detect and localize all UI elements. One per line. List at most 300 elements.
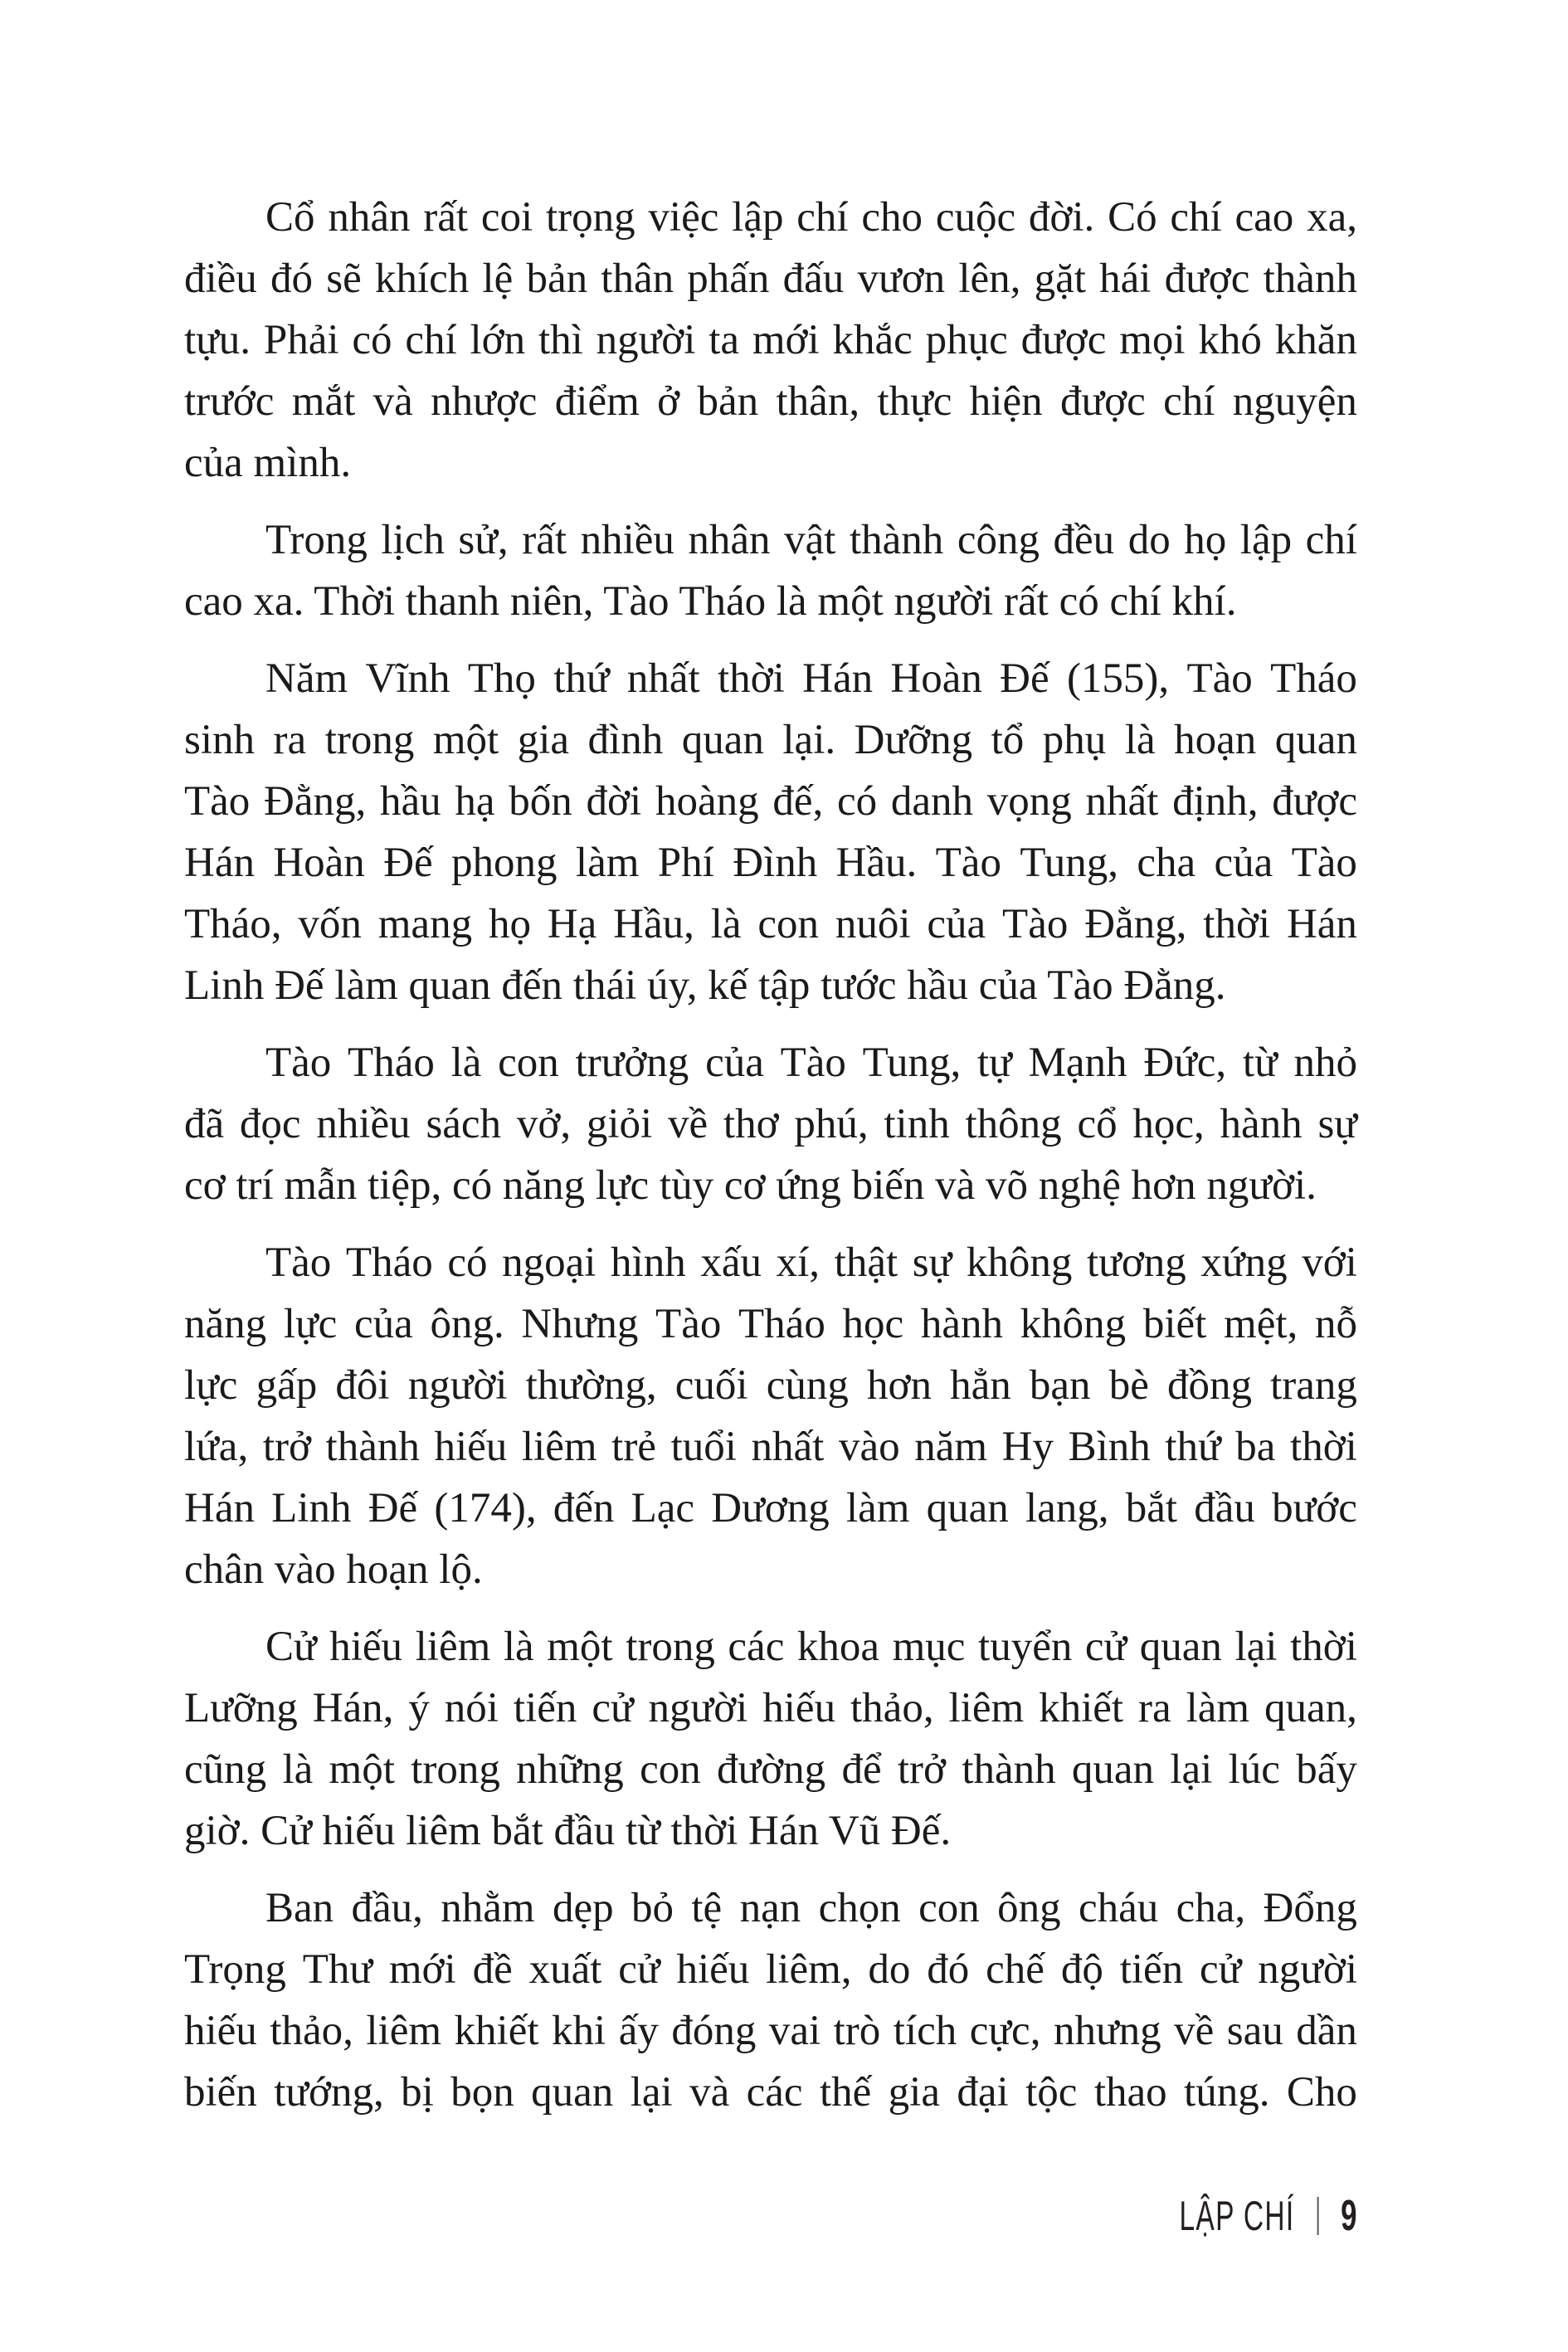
word: đóng — [671, 2008, 757, 2054]
word: làm — [575, 840, 640, 886]
word: khi — [552, 2008, 606, 2054]
word: lập — [1239, 517, 1293, 563]
word: ông. — [430, 1301, 504, 1347]
word: Hán — [802, 655, 874, 702]
word: độ — [1060, 1946, 1103, 1993]
word: lứa, — [184, 1424, 249, 1470]
word: Tháo — [1270, 655, 1357, 702]
word: ta — [709, 317, 740, 363]
word: Phí — [657, 840, 714, 886]
word: hành — [920, 1301, 1003, 1347]
word: vật — [784, 517, 836, 563]
text-line — [184, 2062, 1357, 2123]
word: coi — [480, 194, 533, 241]
word: Hạ — [547, 901, 597, 947]
word: sẽ — [326, 256, 362, 302]
word: Đổng — [1263, 1885, 1357, 1931]
word: tệ — [691, 1885, 723, 1931]
word: nhằm — [441, 1885, 535, 1931]
word: về — [1174, 2008, 1215, 2054]
word: cho — [861, 194, 923, 241]
word: phong — [451, 840, 558, 886]
word: Dương — [711, 1485, 830, 1531]
word: gặt — [1034, 256, 1086, 302]
word: xấu — [700, 1239, 762, 1286]
word: tích — [893, 2008, 957, 2054]
word: thứ — [553, 655, 610, 702]
body-text — [184, 187, 1357, 2139]
word: thân, — [776, 378, 860, 425]
text-line — [184, 1093, 1357, 1155]
word: thường, — [525, 1362, 657, 1409]
word: quan — [926, 1485, 1009, 1531]
word: đó — [270, 256, 314, 302]
footer-divider-bar — [1317, 2197, 1319, 2235]
word: thao — [1093, 2069, 1167, 2116]
word: nhân — [328, 194, 411, 241]
text-line: cơ trí mẫn tiệp, có năng lực tùy cơ ứng biến và võ nghệ hơn người. — [184, 1162, 1317, 1209]
word: cử — [592, 1685, 634, 1731]
word: cuộc — [935, 194, 1016, 241]
word: thơ — [723, 1101, 779, 1147]
word: khó — [1198, 317, 1262, 363]
word: cử — [1200, 1946, 1242, 1993]
word: sử, — [458, 517, 509, 563]
word: các — [746, 2069, 803, 2116]
word: ông — [997, 1885, 1061, 1931]
word: hơn — [867, 1362, 932, 1409]
word: bạn — [1029, 1362, 1091, 1409]
word: do — [868, 1946, 911, 1993]
word: trước — [184, 378, 275, 425]
word: nhất — [1085, 778, 1159, 825]
paragraph — [184, 1616, 1357, 1862]
word: bước — [1272, 1485, 1357, 1531]
word: sách — [426, 1101, 502, 1147]
word: trò — [833, 2008, 881, 2054]
word: tiến — [513, 1685, 577, 1731]
word: được — [1020, 317, 1107, 363]
word: năm — [914, 1424, 987, 1470]
word: người — [596, 317, 696, 363]
word: giỏi — [586, 1101, 653, 1147]
word: không — [1020, 1301, 1127, 1347]
word: trẻ — [611, 1424, 656, 1470]
word: đầu — [1194, 1485, 1255, 1531]
text-line — [184, 371, 1357, 432]
word: vọng — [986, 778, 1072, 825]
text-line — [184, 648, 1357, 709]
word: khích — [374, 256, 470, 302]
word: liêm — [948, 1685, 1025, 1731]
word: gia — [888, 2069, 940, 2116]
word: (155), — [1066, 655, 1170, 702]
word: cử — [1084, 1624, 1127, 1670]
word: trong — [626, 1624, 715, 1670]
word: thành — [325, 1424, 420, 1470]
word: Tào — [655, 1301, 722, 1347]
word: thảo, — [850, 1685, 934, 1731]
word: liêm, — [766, 1946, 852, 1993]
word: được — [1059, 378, 1146, 425]
word: xứng — [1200, 1239, 1288, 1286]
word: điểm — [554, 378, 640, 425]
word: vở, — [516, 1101, 572, 1147]
word: Tào — [184, 778, 251, 825]
paragraph — [184, 1877, 1357, 2123]
word: ở — [657, 378, 680, 425]
word: khiết — [1039, 1685, 1124, 1731]
word: hình — [611, 1239, 686, 1286]
word: sự — [912, 1239, 952, 1286]
word: lịch — [381, 517, 445, 563]
word: Đức, — [1143, 1040, 1227, 1086]
word: cuối — [674, 1362, 748, 1409]
word: trong — [324, 717, 415, 763]
word: một — [329, 1746, 395, 1793]
word: chí — [1163, 378, 1215, 425]
word: Tháo — [738, 1301, 825, 1347]
word: nạn — [739, 1885, 801, 1931]
word: ý — [408, 1685, 430, 1731]
word: bỏ — [631, 1885, 674, 1931]
word: hiếu — [434, 1424, 508, 1470]
word: năng — [184, 1301, 267, 1347]
text-line: chân vào hoạn lộ. — [184, 1546, 483, 1593]
word: người — [1258, 1946, 1357, 1993]
word: thời — [1203, 901, 1271, 947]
word: thời — [1290, 1624, 1357, 1670]
word: bản — [697, 378, 759, 425]
paragraph — [184, 648, 1357, 1016]
word: Năm — [265, 655, 348, 702]
word: của — [353, 1301, 413, 1347]
word: làm — [1186, 1685, 1250, 1731]
word: nói — [444, 1685, 499, 1731]
word: vào — [838, 1424, 900, 1470]
text-line — [184, 894, 1357, 955]
word: thành — [962, 1746, 1056, 1793]
word: Đế — [368, 1485, 418, 1531]
word: đình — [587, 717, 664, 763]
word: cổ — [1077, 1101, 1118, 1147]
text-line — [184, 1678, 1357, 1739]
word: lệ — [482, 256, 514, 302]
word: thời — [717, 655, 785, 702]
word: nhiều — [580, 517, 674, 563]
word: lên, — [958, 256, 1021, 302]
text-line: cao xa. Thời thanh niên, Tào Tháo là một người rất có chí khí. — [184, 578, 1237, 625]
word: họ — [488, 901, 531, 947]
word: sau — [1226, 2008, 1283, 2054]
word: chế — [986, 1946, 1045, 1993]
word: nhỏ — [1293, 1040, 1357, 1086]
word: cử — [618, 1946, 660, 1993]
word: biết — [1142, 1301, 1207, 1347]
page-footer — [1179, 2192, 1357, 2240]
text-line: giờ. Cử hiếu liêm bắt đầu từ thời Hán Vũ Đế. — [184, 1808, 952, 1854]
word: tiến — [1119, 1946, 1184, 1993]
word: tộc — [1025, 2069, 1078, 2116]
word: hái — [1099, 256, 1152, 302]
word: có — [836, 778, 878, 825]
word: Lưỡng — [184, 1685, 298, 1731]
word: bốn — [509, 778, 572, 825]
word: tuổi — [670, 1424, 737, 1470]
word: rất — [522, 517, 567, 563]
word: tướng, — [274, 2069, 384, 2116]
word: cháu — [1078, 1885, 1159, 1931]
word: trang — [1270, 1362, 1357, 1409]
text-line — [184, 1293, 1357, 1355]
word: Tào — [1291, 840, 1357, 886]
word: vươn — [857, 256, 946, 302]
text-line — [184, 771, 1357, 832]
word: tựu. — [184, 317, 251, 363]
word: đầu, — [351, 1885, 423, 1931]
word: danh — [890, 778, 973, 825]
text-line: của mình. — [184, 440, 352, 486]
word: phục — [925, 317, 1008, 363]
word: mang — [377, 901, 473, 947]
text-line — [184, 1032, 1357, 1093]
word: trưởng — [575, 1040, 689, 1086]
word: thành — [1263, 256, 1357, 302]
word: Đằng, — [1084, 901, 1187, 947]
word: trở — [897, 1746, 947, 1793]
word: phú, — [794, 1101, 869, 1147]
word: xuất — [528, 1946, 602, 1993]
word: Hầu, — [613, 901, 694, 947]
word: khoa — [796, 1624, 880, 1670]
word: lực — [184, 1362, 238, 1409]
word: trở — [262, 1424, 311, 1470]
word: mục — [892, 1624, 966, 1670]
word: quan — [1139, 1624, 1222, 1670]
word: bọn — [450, 2069, 514, 2116]
word: Tào — [935, 840, 1001, 886]
word: Hoàn — [890, 655, 982, 702]
word: Phải — [263, 317, 339, 363]
word: Hoàn — [273, 840, 365, 886]
word: nhất — [626, 655, 700, 702]
word: đọc — [239, 1101, 301, 1147]
word: thực — [877, 378, 952, 425]
paragraph — [184, 1232, 1357, 1600]
paragraph — [184, 509, 1357, 632]
word: mọi — [1119, 317, 1186, 363]
text-line — [184, 1739, 1357, 1800]
word: sinh — [184, 717, 256, 763]
word: hiếu — [184, 2008, 257, 2054]
text-line — [184, 1232, 1357, 1293]
word: ba — [1235, 1424, 1276, 1470]
word: Hán, — [312, 1685, 394, 1731]
word: Hán — [1286, 901, 1357, 947]
word: việc — [648, 194, 719, 241]
text-line: Linh Đế làm quan đến thái úy, kế tập tước hầu của Tào Đằng. — [184, 962, 1226, 1009]
word: Đế — [383, 840, 433, 886]
word: liêm — [415, 1624, 491, 1670]
word: và — [373, 378, 413, 425]
word: của — [705, 1040, 764, 1086]
word: cùng — [766, 1362, 849, 1409]
word: đế, — [772, 778, 824, 825]
word: khiết — [454, 2008, 539, 2054]
word: thông — [965, 1101, 1062, 1147]
word: Tào — [780, 1040, 846, 1086]
word: lớn — [470, 317, 526, 363]
word: họ — [1184, 517, 1227, 563]
word: nhưng — [1053, 2008, 1161, 2054]
word: Bình — [1068, 1424, 1151, 1470]
word: Cho — [1286, 2069, 1357, 2116]
word: Lạc — [631, 1485, 695, 1531]
word: thế — [819, 2069, 872, 2116]
word: thành — [849, 517, 944, 563]
text-line — [184, 187, 1357, 248]
word: đời — [586, 778, 642, 825]
word: trọng — [545, 194, 635, 241]
word: Cử — [265, 1624, 317, 1670]
word: một — [432, 717, 499, 763]
word: điều — [184, 256, 257, 302]
word: ấy — [618, 2008, 659, 2054]
word: tổ — [991, 717, 1025, 763]
text-line — [184, 2000, 1357, 2062]
word: Thư — [302, 1946, 373, 1993]
text-line — [184, 1355, 1357, 1416]
word: đề — [472, 1946, 513, 1993]
word: Tào — [265, 1040, 332, 1086]
word: nhiều — [316, 1101, 411, 1147]
text-line — [184, 1877, 1357, 1939]
word: mới — [388, 1946, 456, 1993]
word: tinh — [884, 1101, 950, 1147]
word: hầu — [380, 778, 441, 825]
word: tự — [977, 1040, 1012, 1086]
word: người — [648, 1685, 748, 1731]
word: với — [1302, 1239, 1357, 1286]
word: Tung, — [1020, 840, 1118, 886]
word: hẳn — [950, 1362, 1011, 1409]
word: xí, — [776, 1239, 821, 1286]
word: quan — [531, 2069, 614, 2116]
word: đó — [927, 1946, 970, 1993]
word: chí — [405, 317, 457, 363]
word: con — [918, 1885, 980, 1931]
word: dần — [1296, 2008, 1357, 2054]
word: nuôi — [835, 901, 911, 947]
word: và — [689, 2069, 730, 2116]
word: con — [757, 901, 820, 947]
word: rất — [423, 194, 469, 241]
word: hiếu — [329, 1624, 403, 1670]
footer-page-number: 9 — [1341, 2192, 1357, 2240]
word: vốn — [298, 901, 362, 947]
word: đấu — [782, 256, 845, 302]
word: đời. — [1028, 194, 1095, 241]
word: từ — [1242, 1040, 1278, 1086]
word: lang, — [1025, 1485, 1109, 1531]
text-line — [184, 1416, 1357, 1478]
word: Tháo — [348, 1040, 435, 1086]
word: được — [1164, 256, 1250, 302]
word: Dưỡng — [854, 717, 973, 763]
word: Mạnh — [1028, 1040, 1127, 1086]
word: thì — [538, 317, 583, 363]
word: ngoại — [502, 1239, 597, 1286]
word: không — [966, 1239, 1073, 1286]
text-line — [184, 1616, 1357, 1678]
word: cha — [1137, 840, 1196, 886]
word: con — [498, 1040, 559, 1086]
word: con — [640, 1746, 701, 1793]
word: bản — [526, 256, 588, 302]
word: Cổ — [265, 194, 315, 241]
word: đại — [957, 2069, 1009, 2116]
word: Đế — [1000, 655, 1049, 702]
word: liêm — [366, 2008, 442, 2054]
word: Thọ — [467, 655, 536, 702]
word: Linh — [271, 1485, 352, 1531]
text-line — [184, 709, 1357, 771]
word: tuyển — [978, 1624, 1073, 1670]
word: mắt — [291, 378, 356, 425]
word: quan — [1274, 717, 1357, 763]
word: bị — [401, 2069, 434, 2116]
word: lúc — [1228, 1746, 1280, 1793]
word: học — [842, 1301, 904, 1347]
text-line — [184, 832, 1357, 894]
word: thời — [1290, 1424, 1357, 1470]
word: nỗ — [1314, 1301, 1357, 1347]
paragraph — [184, 1032, 1357, 1216]
word: được — [1272, 778, 1357, 825]
paragraph — [184, 187, 1357, 494]
text-line — [184, 1478, 1357, 1539]
word: thảo, — [270, 2008, 353, 2054]
word: dẹp — [552, 1885, 614, 1931]
word: đường — [717, 1746, 826, 1793]
word: Tháo, — [184, 901, 282, 947]
word: là — [710, 901, 742, 947]
word: học, — [1132, 1101, 1205, 1147]
word: Hán — [184, 1485, 255, 1531]
word: chọn — [818, 1885, 901, 1931]
word: lại — [1170, 1746, 1213, 1793]
word: đã — [184, 1101, 225, 1147]
text-line — [184, 309, 1357, 371]
word: nhất — [751, 1424, 825, 1470]
word: Có — [1108, 194, 1157, 241]
word: Trong — [265, 517, 368, 563]
word: cũng — [184, 1746, 267, 1793]
word: chí — [1305, 517, 1357, 563]
word: túng. — [1184, 2069, 1270, 2116]
word: của — [927, 901, 986, 947]
word: lực — [283, 1301, 338, 1347]
word: cha, — [1176, 1885, 1246, 1931]
word: Trọng — [184, 1946, 286, 1993]
word: hoàng — [655, 778, 759, 825]
word: sự — [1317, 1101, 1357, 1147]
word: một — [547, 1624, 613, 1670]
word: mệt, — [1224, 1301, 1298, 1347]
word: nhược — [431, 378, 538, 425]
text-line — [184, 248, 1357, 309]
word: lại — [630, 2069, 673, 2116]
